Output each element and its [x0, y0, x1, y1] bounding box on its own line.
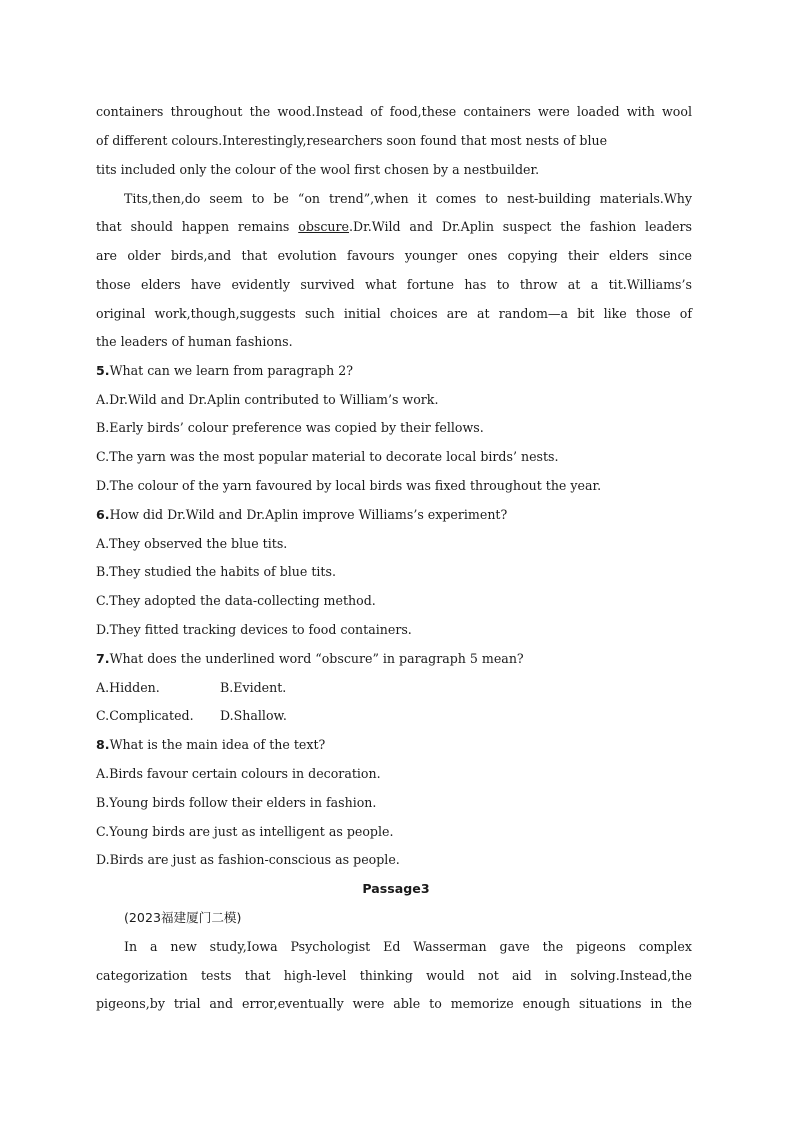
- text-span: that should happen remains: [96, 219, 299, 234]
- option-b: B.Early birds’ colour preference was copied by their fellows.: [96, 420, 484, 435]
- option-c: C.Young birds are just as intelligent as people.: [96, 824, 394, 839]
- option-row: [96, 680, 287, 696]
- question-text: What does the underlined word “obscure” in paragraph 5 mean?: [109, 651, 524, 666]
- option-b: B.They studied the habits of blue tits.: [96, 564, 336, 579]
- question-5: [96, 363, 353, 379]
- option-a: A.Dr.Wild and Dr.Aplin contributed to William’s work.: [96, 392, 439, 407]
- question-8: [96, 737, 325, 753]
- option-a: A.Birds favour certain colours in decoration.: [96, 766, 381, 781]
- passage-text-line: are older birds,and that evolution favours younger ones copying their elders since: [96, 248, 692, 263]
- text-span: .Dr.Wild and Dr.Aplin suspect the fashion leaders: [348, 219, 692, 234]
- option-b: B.Evident.: [220, 680, 287, 695]
- option-d: D.Shallow.: [220, 708, 287, 723]
- passage-text-line: original work,though,suggests such initial choices are at random—a bit like those of: [96, 306, 692, 321]
- passage-text-line: those elders have evidently survived what fortune has to throw at a tit.Williams’s: [96, 277, 692, 292]
- question-number: 7.: [96, 651, 110, 666]
- option-row: [96, 708, 287, 724]
- passage-text-line: tits included only the colour of the wool first chosen by a nestbuilder.: [96, 162, 540, 177]
- option-c: C.The yarn was the most popular material to decorate local birds’ nests.: [96, 449, 559, 464]
- option-c: C.They adopted the data-collecting method.: [96, 593, 376, 608]
- option-c: C.Complicated.: [96, 708, 194, 723]
- question-number: 8.: [96, 737, 110, 752]
- passage-text-line: pigeons,by trial and error,eventually were able to memorize enough situations in the: [96, 996, 692, 1011]
- passage-text-line: categorization tests that high-level thinking would not aid in solving.Instead,the: [96, 968, 692, 983]
- option-a: A.Hidden.: [96, 680, 160, 695]
- question-6: [96, 507, 507, 523]
- passage-text-line: Tits,then,do seem to be “on trend”,when it comes to nest-building materials.Why: [124, 191, 692, 206]
- question-text: What can we learn from paragraph 2?: [109, 363, 354, 378]
- passage-text-line: the leaders of human fashions.: [96, 334, 293, 349]
- option-d: D.Birds are just as fashion-conscious as people.: [96, 852, 400, 867]
- passage-text-line: [96, 219, 692, 235]
- question-number: 6.: [96, 507, 110, 522]
- option-d: D.The colour of the yarn favoured by local birds was fixed throughout the year.: [96, 478, 602, 493]
- passage-source: (2023福建厦门二模): [124, 910, 242, 925]
- passage-title: Passage3: [362, 881, 430, 896]
- option-a: A.They observed the blue tits.: [96, 536, 288, 551]
- question-7: [96, 651, 524, 667]
- passage-text-line: In a new study,Iowa Psychologist Ed Wasserman gave the pigeons complex: [124, 939, 692, 954]
- question-text: How did Dr.Wild and Dr.Aplin improve Williams’s experiment?: [109, 507, 508, 522]
- question-text: What is the main idea of the text?: [109, 737, 326, 752]
- passage-text-line: containers throughout the wood.Instead of food,these containers were loaded with wool: [96, 104, 692, 119]
- option-b: B.Young birds follow their elders in fashion.: [96, 795, 377, 810]
- option-d: D.They fitted tracking devices to food containers.: [96, 622, 412, 637]
- question-number: 5.: [96, 363, 110, 378]
- underlined-word: obscure: [298, 219, 349, 234]
- passage-text-line: of different colours.Interestingly,researchers soon found that most nests of blue: [96, 133, 608, 148]
